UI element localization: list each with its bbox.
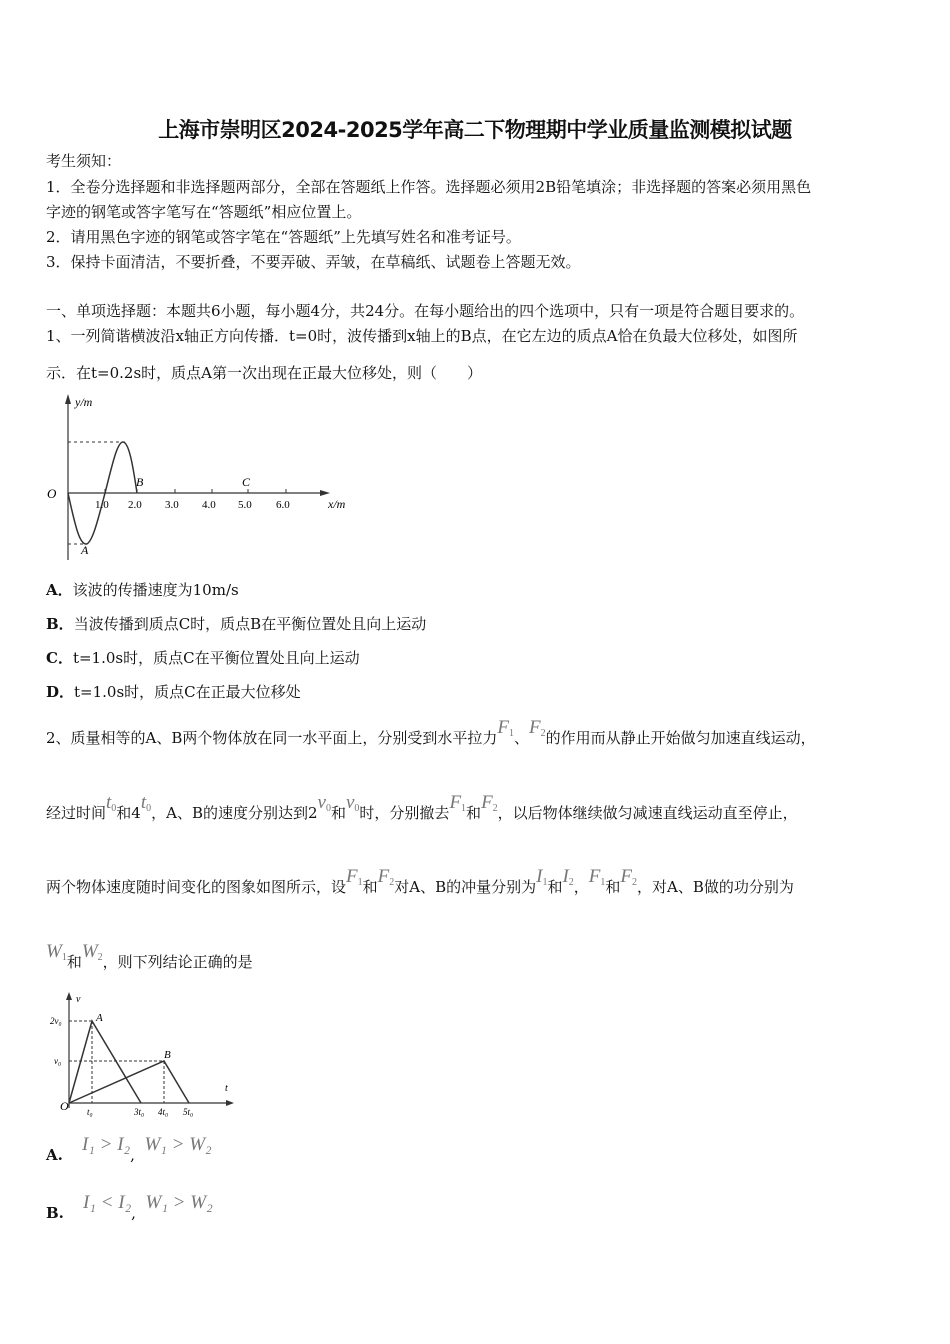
q1-option-d[interactable] [46, 682, 301, 702]
option-expr: I₁ < I₂ [82, 1192, 132, 1213]
q2-option-a[interactable]: A. I₁ > I₂, W₁ > W₂ [46, 1134, 212, 1164]
point-c-label: C [242, 475, 251, 489]
tick-label: 6.0 [276, 499, 290, 511]
option-text: t=1.0s时，质点C在平衡位置处且向上运动 [72, 649, 360, 667]
section-heading: 一、单项选择题：本题共6小题，每小题4分，共24分。在每小题给出的四个选项中，只有一项是符合题目要求的。 [46, 302, 805, 320]
option-expr: I₁ > I₂ [81, 1134, 131, 1155]
q1-stem: 示．在t=0.2s时，质点A第一次出现在正最大位移处，则（ ） [46, 364, 482, 382]
point-b-label: B [136, 475, 144, 489]
y-axis-label: y/m [75, 395, 93, 409]
option-key: A. [46, 1146, 63, 1164]
x-axis-label: t [225, 1083, 228, 1094]
q2-stem-line4: $W_1$和$W_2$，则下列结论正确的是 [46, 941, 253, 971]
option-expr: W₁ > W₂ [145, 1192, 213, 1213]
y-axis-label: v [76, 994, 81, 1005]
point-a-label: A [81, 543, 89, 557]
tick-label: t₀ [87, 1107, 93, 1117]
option-text: 当波传播到质点C时，质点B在平衡位置处且向上运动 [73, 615, 427, 633]
q1-option-a[interactable] [46, 580, 239, 600]
q2-stem-line3: 两个物体速度随时间变化的图象如图所示，设$F_1$和$F_2$对A、B的冲量分别为$I_1$和$I_2$，$F_1$和$F_2$，对A、B做的功分别为 [46, 866, 794, 896]
x-axis-label: x/m [328, 497, 346, 511]
notice-item: 2．请用黑色字迹的钢笔或答字笔在“答题纸”上先填写姓名和准考证号。 [46, 228, 521, 246]
tick-label: v₀ [54, 1056, 62, 1066]
option-expr: W₁ > W₂ [144, 1134, 212, 1155]
notice-item: 1．全卷分选择题和非选择题两部分，全部在答题纸上作答。选择题必须用2B铅笔填涂；非选择题的答案必须用黑色 [46, 178, 812, 196]
q2-stem-line2: 经过时间$t_0$和$4t_0$，A、B的速度分别达到$2v_0$和$v_0$时，分别撤去$F_1$和$F_2$，以后物体继续做匀减速直线运动直至停止， [46, 792, 798, 822]
tick-label: 2v₀ [50, 1016, 62, 1026]
q2-option-b[interactable]: B. I₁ < I₂, W₁ > W₂ [46, 1192, 213, 1222]
tick-label: 3.0 [165, 499, 179, 511]
tick-label: 1.0 [95, 499, 109, 511]
q1-option-b[interactable] [46, 614, 426, 634]
point-b-label: B [164, 1049, 171, 1061]
velocity-time-graph [40, 990, 240, 1120]
q1-option-c[interactable] [46, 648, 360, 668]
origin-label: O [47, 486, 57, 501]
option-key: C． [46, 649, 73, 667]
option-key: D． [46, 683, 75, 701]
notice-item: 字迹的钢笔或答字笔写在“答题纸”相应位置上。 [46, 203, 362, 221]
option-key: B. [46, 1204, 64, 1222]
line-a [69, 1021, 141, 1103]
tick-label: 3t₀ [134, 1107, 145, 1117]
option-text: t=1.0s时，质点C在正最大位移处 [74, 683, 301, 701]
notice-item: 3．保持卡面清洁，不要折叠，不要弄破、弄皱，在草稿纸、试题卷上答题无效。 [46, 253, 581, 271]
q1-stem: 1、一列简谐横波沿x轴正方向传播．t=0时，波传播到x轴上的B点，在它左边的质点A恰在负最大位移处，如图所 [46, 327, 798, 345]
tick-label: 4.0 [202, 499, 216, 511]
point-a-label: A [96, 1012, 103, 1024]
tick-label: 5.0 [238, 499, 252, 511]
tick-label: 5t₀ [183, 1107, 194, 1117]
page-title: 上海市崇明区2024-2025学年高二下物理期中学业质量监测模拟试题 [158, 118, 792, 142]
option-text: 该波的传播速度为10m/s [72, 581, 239, 599]
option-key: B． [46, 615, 74, 633]
q2-stem-line1: 2、质量相等的A、B两个物体放在同一水平面上，分别受到水平拉力$F_1$、$F_2$的作用而从静止开始做匀加速直线运动， [46, 717, 816, 747]
tick-label: 4t₀ [158, 1107, 169, 1117]
notice-heading: 考生须知： [46, 152, 122, 170]
tick-label: 2.0 [128, 499, 142, 511]
option-key: A． [46, 581, 73, 599]
wave-graph [40, 390, 370, 570]
origin-label: O [60, 1099, 69, 1113]
